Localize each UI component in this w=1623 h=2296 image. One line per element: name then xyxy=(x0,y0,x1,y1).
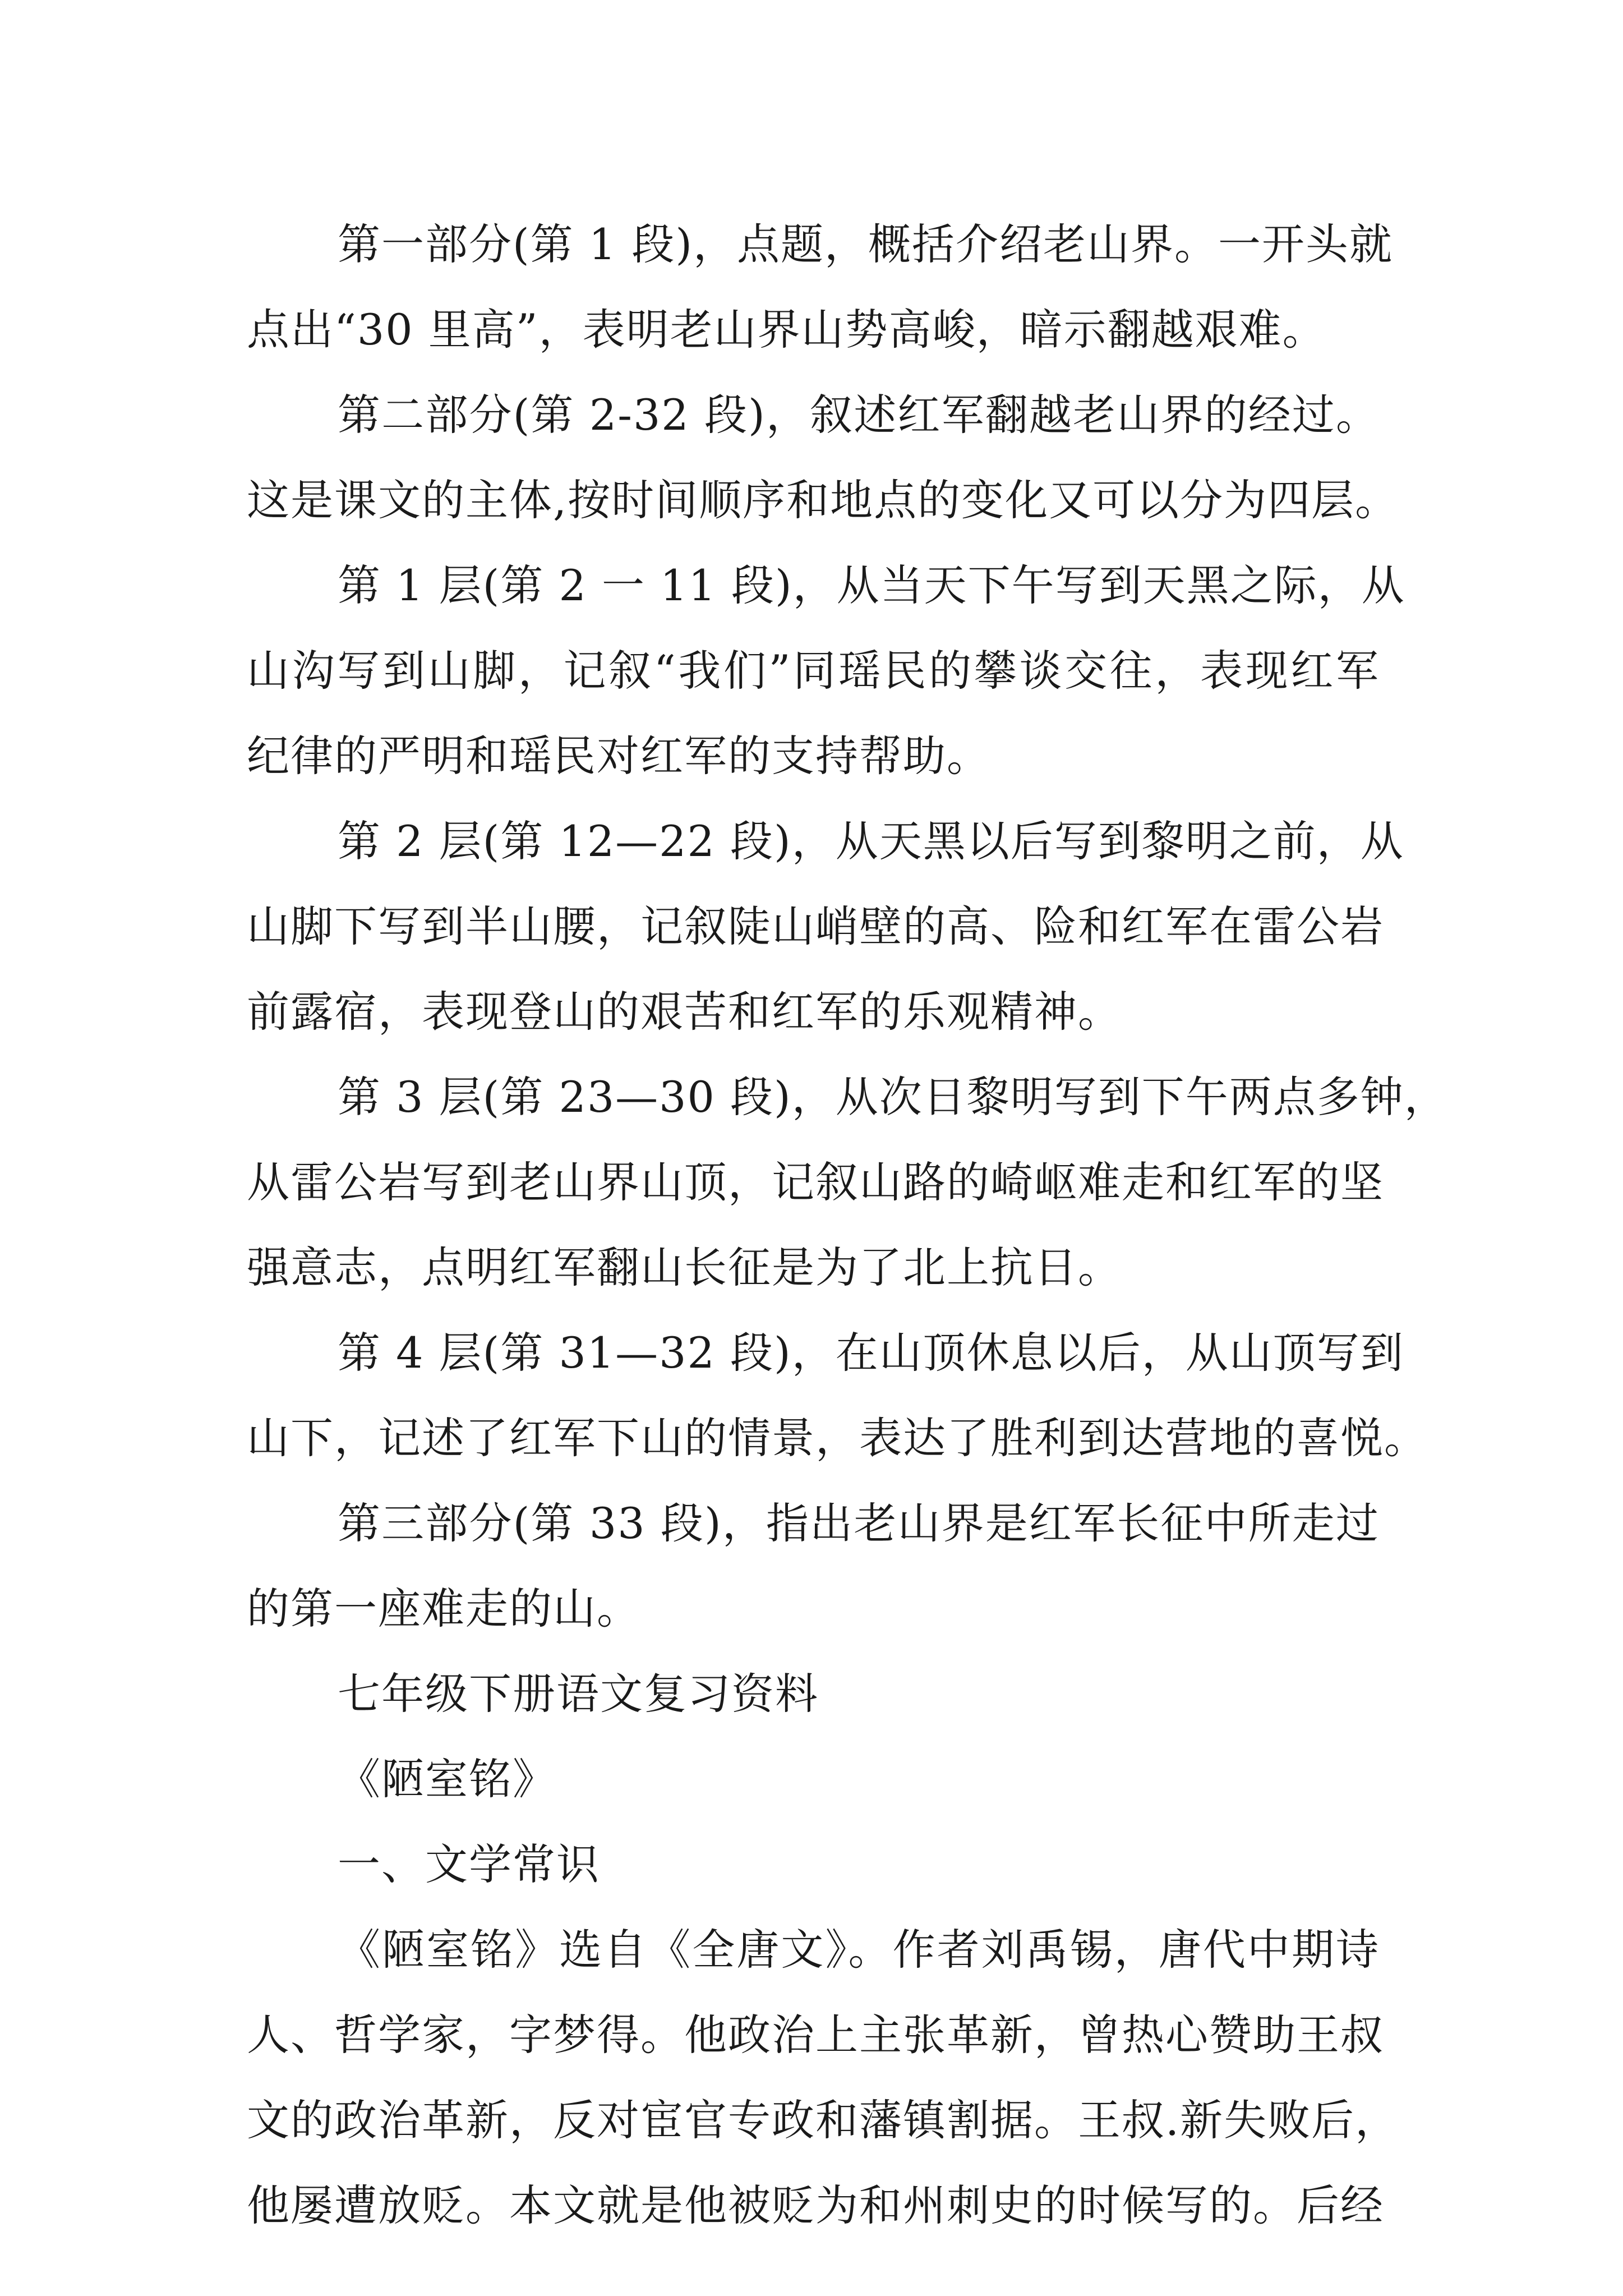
text-line: 山下，记述了红军下山的情景，表达了胜利到达营地的喜悦。 xyxy=(247,1413,1428,1463)
text-line: 强意志，点明红军翻山长征是为了北上抗日。 xyxy=(247,1243,1122,1292)
text-line: 《陋室铭》选自《全唐文》。作者刘禹锡，唐代中期诗 xyxy=(338,1925,1380,1975)
text-line: 第一部分(第 1 段)，点题，概括介绍老山界。一开头就 xyxy=(338,219,1393,269)
text-line: 这是课文的主体,按时间顺序和地点的变化又可以分为四层。 xyxy=(247,475,1399,525)
text-line: 山沟写到山脚，记叙“我们”同瑶民的攀谈交往，表现红军 xyxy=(247,646,1380,696)
paragraph-layer-four xyxy=(247,1310,1428,1481)
document-body xyxy=(247,202,1448,2248)
subsection-heading xyxy=(247,1822,1380,1907)
text-line: 人、哲学家，字梦得。他政治上主张革新，曾热心赞助王叔 xyxy=(247,2010,1384,2060)
article-title xyxy=(247,1737,1380,1822)
section-heading xyxy=(247,1651,1380,1737)
paragraph-part-one xyxy=(247,202,1393,372)
text-line: 纪律的严明和瑶民对红军的支持帮助。 xyxy=(247,731,990,781)
text-line: 第 4 层(第 31—32 段)，在山顶休息以后，从山顶写到 xyxy=(338,1328,1404,1378)
paragraph-part-two xyxy=(247,372,1399,543)
paragraph-layer-three xyxy=(247,1055,1448,1310)
text-line: 前露宿，表现登山的艰苦和红军的乐观精神。 xyxy=(247,987,1122,1037)
heading-review-materials: 七年级下册语文复习资料 xyxy=(338,1669,819,1719)
text-line: 山脚下写到半山腰，记叙陡山峭壁的高、险和红军在雷公岩 xyxy=(247,901,1384,951)
paragraph-layer-one xyxy=(247,543,1405,799)
text-line: 点出“30 里高”，表明老山界山势高峻，暗示翻越艰难。 xyxy=(247,305,1326,355)
text-line: 第 3 层(第 23—30 段)，从次日黎明写到下午两点多钟， xyxy=(338,1072,1448,1122)
paragraph-part-three xyxy=(247,1481,1380,1651)
text-line: 文的政治革新，反对宦官专政和藩镇割据。王叔.新失败后， xyxy=(247,2095,1399,2145)
text-line: 从雷公岩写到老山界山顶，记叙山路的崎岖难走和红军的坚 xyxy=(247,1157,1384,1207)
text-line: 的第一座难走的山。 xyxy=(247,1584,640,1634)
text-line: 第二部分(第 2-32 段)，叙述红军翻越老山界的经过。 xyxy=(338,390,1380,440)
paragraph-layer-two xyxy=(247,799,1404,1055)
title-loushiming: 《陋室铭》 xyxy=(338,1754,556,1804)
text-line: 第 1 层(第 2 一 11 段)，从当天下午写到天黑之际，从 xyxy=(338,560,1405,610)
heading-literary-knowledge: 一、文学常识 xyxy=(338,1839,600,1889)
text-line: 第 2 层(第 12—22 段)，从天黑以后写到黎明之前，从 xyxy=(338,816,1404,866)
text-line: 第三部分(第 33 段)，指出老山界是红军长征中所走过 xyxy=(338,1498,1380,1548)
paragraph-author-intro xyxy=(247,1907,1399,2248)
text-line: 他屡遭放贬。本文就是他被贬为和州刺史的时候写的。后经 xyxy=(247,2180,1384,2230)
